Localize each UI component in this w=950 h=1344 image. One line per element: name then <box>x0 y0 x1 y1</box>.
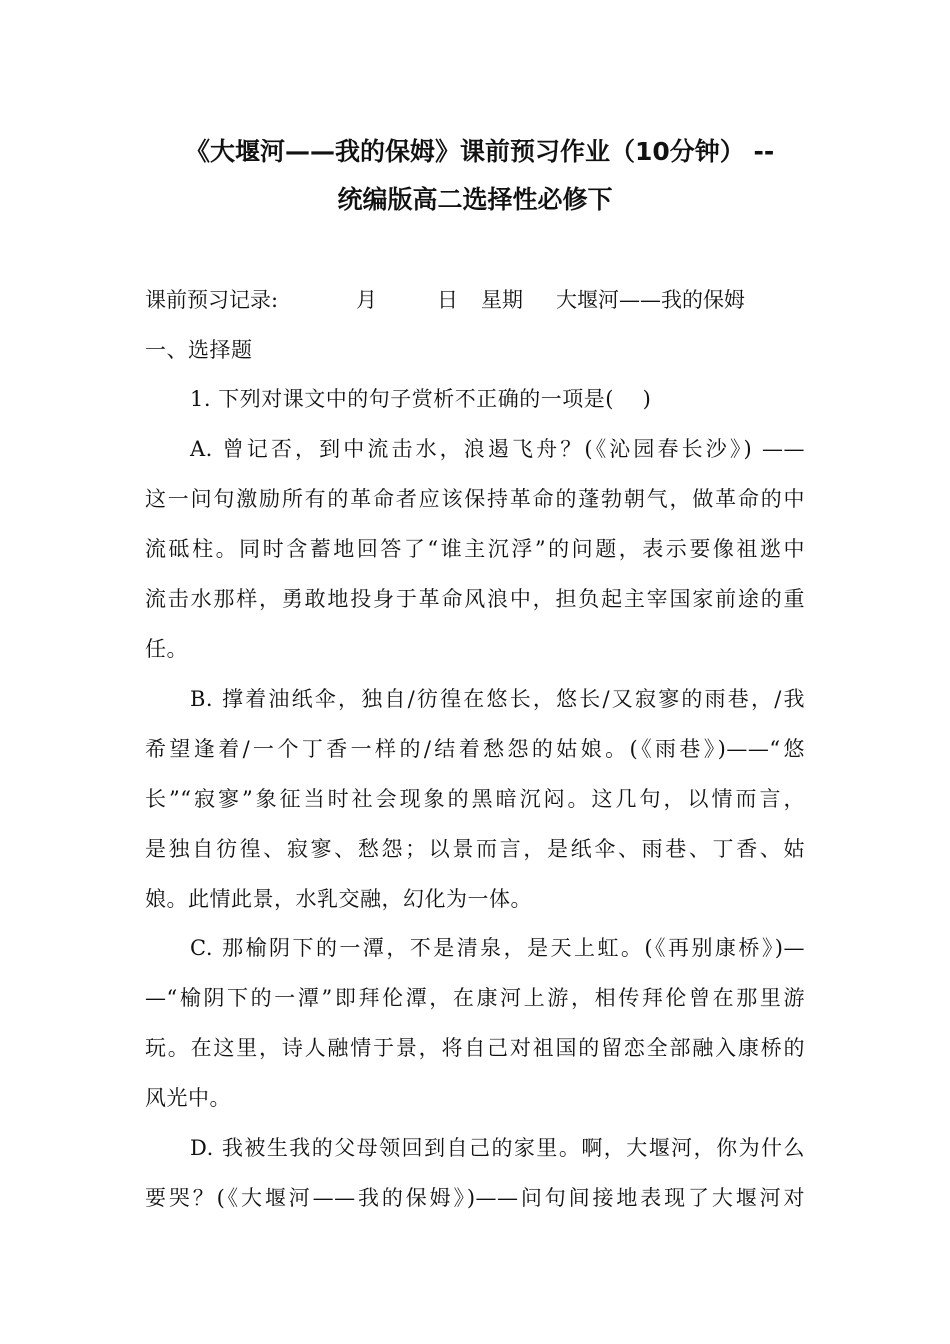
option-a-line-1: A. 曾记否，到中流击水，浪遏飞舟？(《沁园春长沙》) —— <box>190 437 805 461</box>
record-lesson: 大堰河——我的保姆 <box>556 288 745 312</box>
document-title-line-1: 《大堰河——我的保姆》课前预习作业（10分钟） -- <box>185 137 775 166</box>
option-d-line-1: D. 我被生我的父母领回到自己的家里。啊，大堰河，你为什么 <box>190 1136 805 1160</box>
question-stem: 1. 下列对课文中的句子赏析不正确的一项是( ) <box>190 387 652 411</box>
preview-record-line <box>0 290 950 314</box>
option-b-line-5: 娘。此情此景，水乳交融，幻化为一体。 <box>145 887 532 911</box>
option-a-line-4: 流击水那样，勇敢地投身于革命风浪中，担负起主宰国家前途的重 <box>145 587 805 611</box>
option-a-line-3: 流砥柱。同时含蓄地回答了“谁主沉浮”的问题，表示要像祖逖中 <box>145 537 805 561</box>
option-c-line-4: 风光中。 <box>145 1086 231 1110</box>
record-weekday: 星期 <box>481 288 523 312</box>
record-label: 课前预习记录: <box>145 288 279 312</box>
section-heading: 一、选择题 <box>145 338 253 362</box>
option-c-line-1: C. 那榆阴下的一潭，不是清泉，是天上虹。(《再别康桥》)— <box>190 936 805 960</box>
option-a-line-5: 任。 <box>145 637 188 661</box>
option-d-line-2: 要哭？(《大堰河——我的保姆》)——问句间接地表现了大堰河对 <box>145 1186 805 1210</box>
option-b-line-3: 长”“寂寥”象征当时社会现象的黑暗沉闷。这几句，以情而言， <box>145 787 805 811</box>
option-a-line-2: 这一问句激励所有的革命者应该保持革命的蓬勃朝气，做革命的中 <box>145 487 805 511</box>
record-day: 日 <box>437 288 458 312</box>
option-b-line-4: 是独自彷徨、寂寥、愁怨；以景而言，是纸伞、雨巷、丁香、姑 <box>145 837 805 861</box>
option-c-line-2: —“榆阴下的一潭”即拜伦潭，在康河上游，相传拜伦曾在那里游 <box>145 986 805 1010</box>
option-b-line-1: B. 撑着油纸伞，独自/彷徨在悠长，悠长/又寂寥的雨巷，/我 <box>190 687 805 711</box>
option-c-line-3: 玩。在这里，诗人融情于景，将自己对祖国的留恋全部融入康桥的 <box>145 1036 805 1060</box>
document-title-line-2: 统编版高二选择性必修下 <box>337 185 613 214</box>
option-b-line-2: 希望逢着/一个丁香一样的/结着愁怨的姑娘。(《雨巷》)——“悠 <box>145 737 805 761</box>
record-month: 月 <box>356 288 377 312</box>
